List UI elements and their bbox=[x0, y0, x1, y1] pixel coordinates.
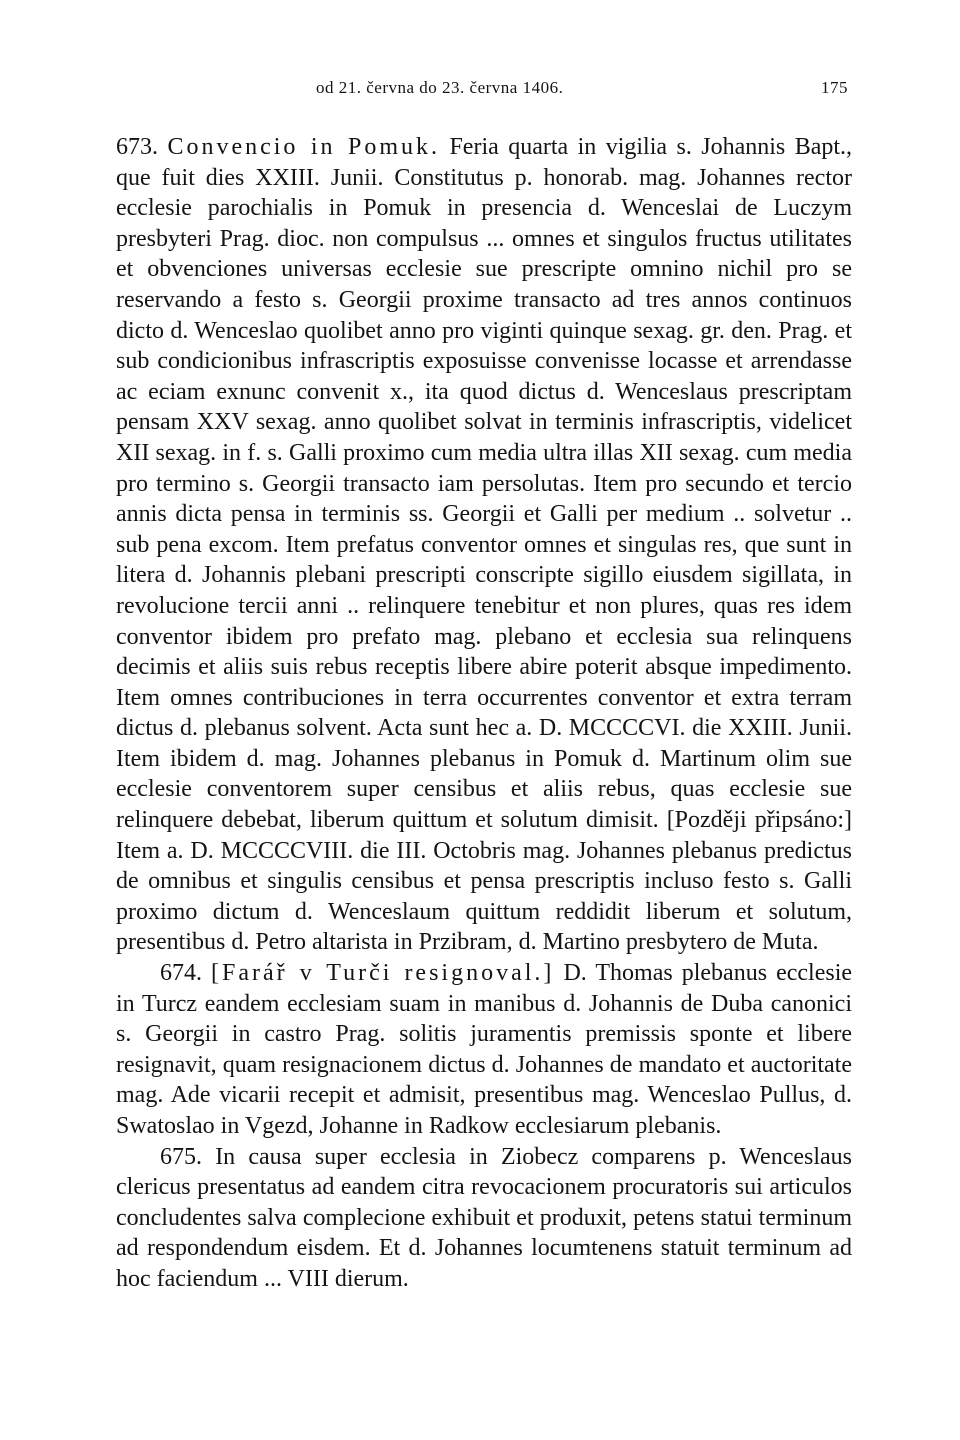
entry-heading: [Farář v Turči resignoval.] bbox=[211, 960, 555, 987]
page-number: 175 bbox=[821, 78, 848, 97]
entry-673 bbox=[116, 132, 852, 958]
entry-number: 675. bbox=[160, 1143, 202, 1170]
entry-text: D. Thomas plebanus ecclesie in Turcz eandem ecclesiam suam in manibus d. Johannis de Duba canonici s. Georgii in castro Prag. solitis juramentis premissis sponte et libere resignavit, quam resignacionem dictus d. Johannes de mandato et auctoritate mag. Ade vicarii recepit et admisit, presentibus mag. Wenceslao Pullus, d. Swatoslao in Vgezd, Johanne in Radkow ecclesiarum plebanis. bbox=[116, 960, 853, 1139]
entry-text: In causa super ecclesia in Ziobecz comparens p. Wenceslaus clericus presentatus ad eandem citra revocacionem procuratoris sui articulos concludentes salva complecione exhibuit et produxit, petens statui terminum ad respondendum eisdem. Et d. Johannes locumtenens statuit terminum ad hoc faciendum ... VIII dierum. bbox=[116, 1143, 853, 1292]
entry-674 bbox=[116, 958, 852, 1142]
entry-heading: Convencio in Pomuk. bbox=[167, 134, 440, 160]
entry-675 bbox=[116, 1142, 852, 1295]
running-head bbox=[116, 78, 852, 108]
entry-text: Feria quarta in vigilia s. Johannis Bapt., que fuit dies XXIII. Junii. Constitutus p. honorab. mag. Johannes rector ecclesie parochialis in Pomuk in presencia d. Wenceslai de Luczym presbyteri Prag. dioc. non compulsus ... omnes et singulos fructus utilitates et obvenciones universas ecclesie sue prescripte omnino nichil pro se reservando a festo s. Georgii proxime transacto ad tres annos continuos dicto d. Wenceslao quolibet anno pro viginti quinque sexag. gr. den. Prag. et sub condicionibus infrascriptis exposuisse convenisse locasse et arrendasse ac eciam exnunc convenit x., ita quod dictus d. Wenceslaus prescriptam pensam XXV sexag. anno quolibet solvat in terminis infrascriptis, videlicet XII sexag. in f. s. Galli proximo cum media ultra illas XII sexag. cum media pro termino s. Georgii transacto iam persolutas. Item pro secundo et tercio annis dicta pensa in terminis ss. Georgii et Galli per medium .. solvetur .. sub pena excom. Item prefatus conventor omnes et singulas res, que sunt in litera d. Johannis plebani prescripti conscripte sigillo eiusdem sigillata, in revolucione tercii anni .. relinquere tenebitur et non plures, quas res idem conventor ibidem pro prefato mag. plebano et ecclesia sua relinquens decimis et aliis suis rebus receptis libere abire poterit absque impedimento. Item omnes contribuciones in terra occurrentes conventor et extra terram dictus d. plebanus solvent. Acta sunt hec a. D. MCCCCVI. die XXIII. Junii. Item ibidem d. mag. Johannes plebanus in Pomuk d. Martinum olim sue ecclesie conventorem super censibus et aliis rebus, quas ecclesie sue relinquere debebat, liberum quittum et solutum dimisit. [Později připsáno:] Item a. D. MCCCCVIII. die III. Octobris mag. Johannes plebanus predictus de omnibus et singulis censibus et pensa prescriptis incluso festo s. Galli proximo dictum d. Wenceslaum quittum reddidit liberum et solutum, presentibus d. Petro altarista in Przibram, d. Martino presbytero de Muta. bbox=[116, 134, 853, 956]
document-page bbox=[116, 78, 852, 1295]
entries bbox=[116, 132, 852, 1295]
entry-number: 674. bbox=[160, 960, 202, 987]
entry-number: 673. bbox=[116, 134, 158, 160]
running-head-title: od 21. června do 23. června 1406. bbox=[316, 78, 564, 97]
